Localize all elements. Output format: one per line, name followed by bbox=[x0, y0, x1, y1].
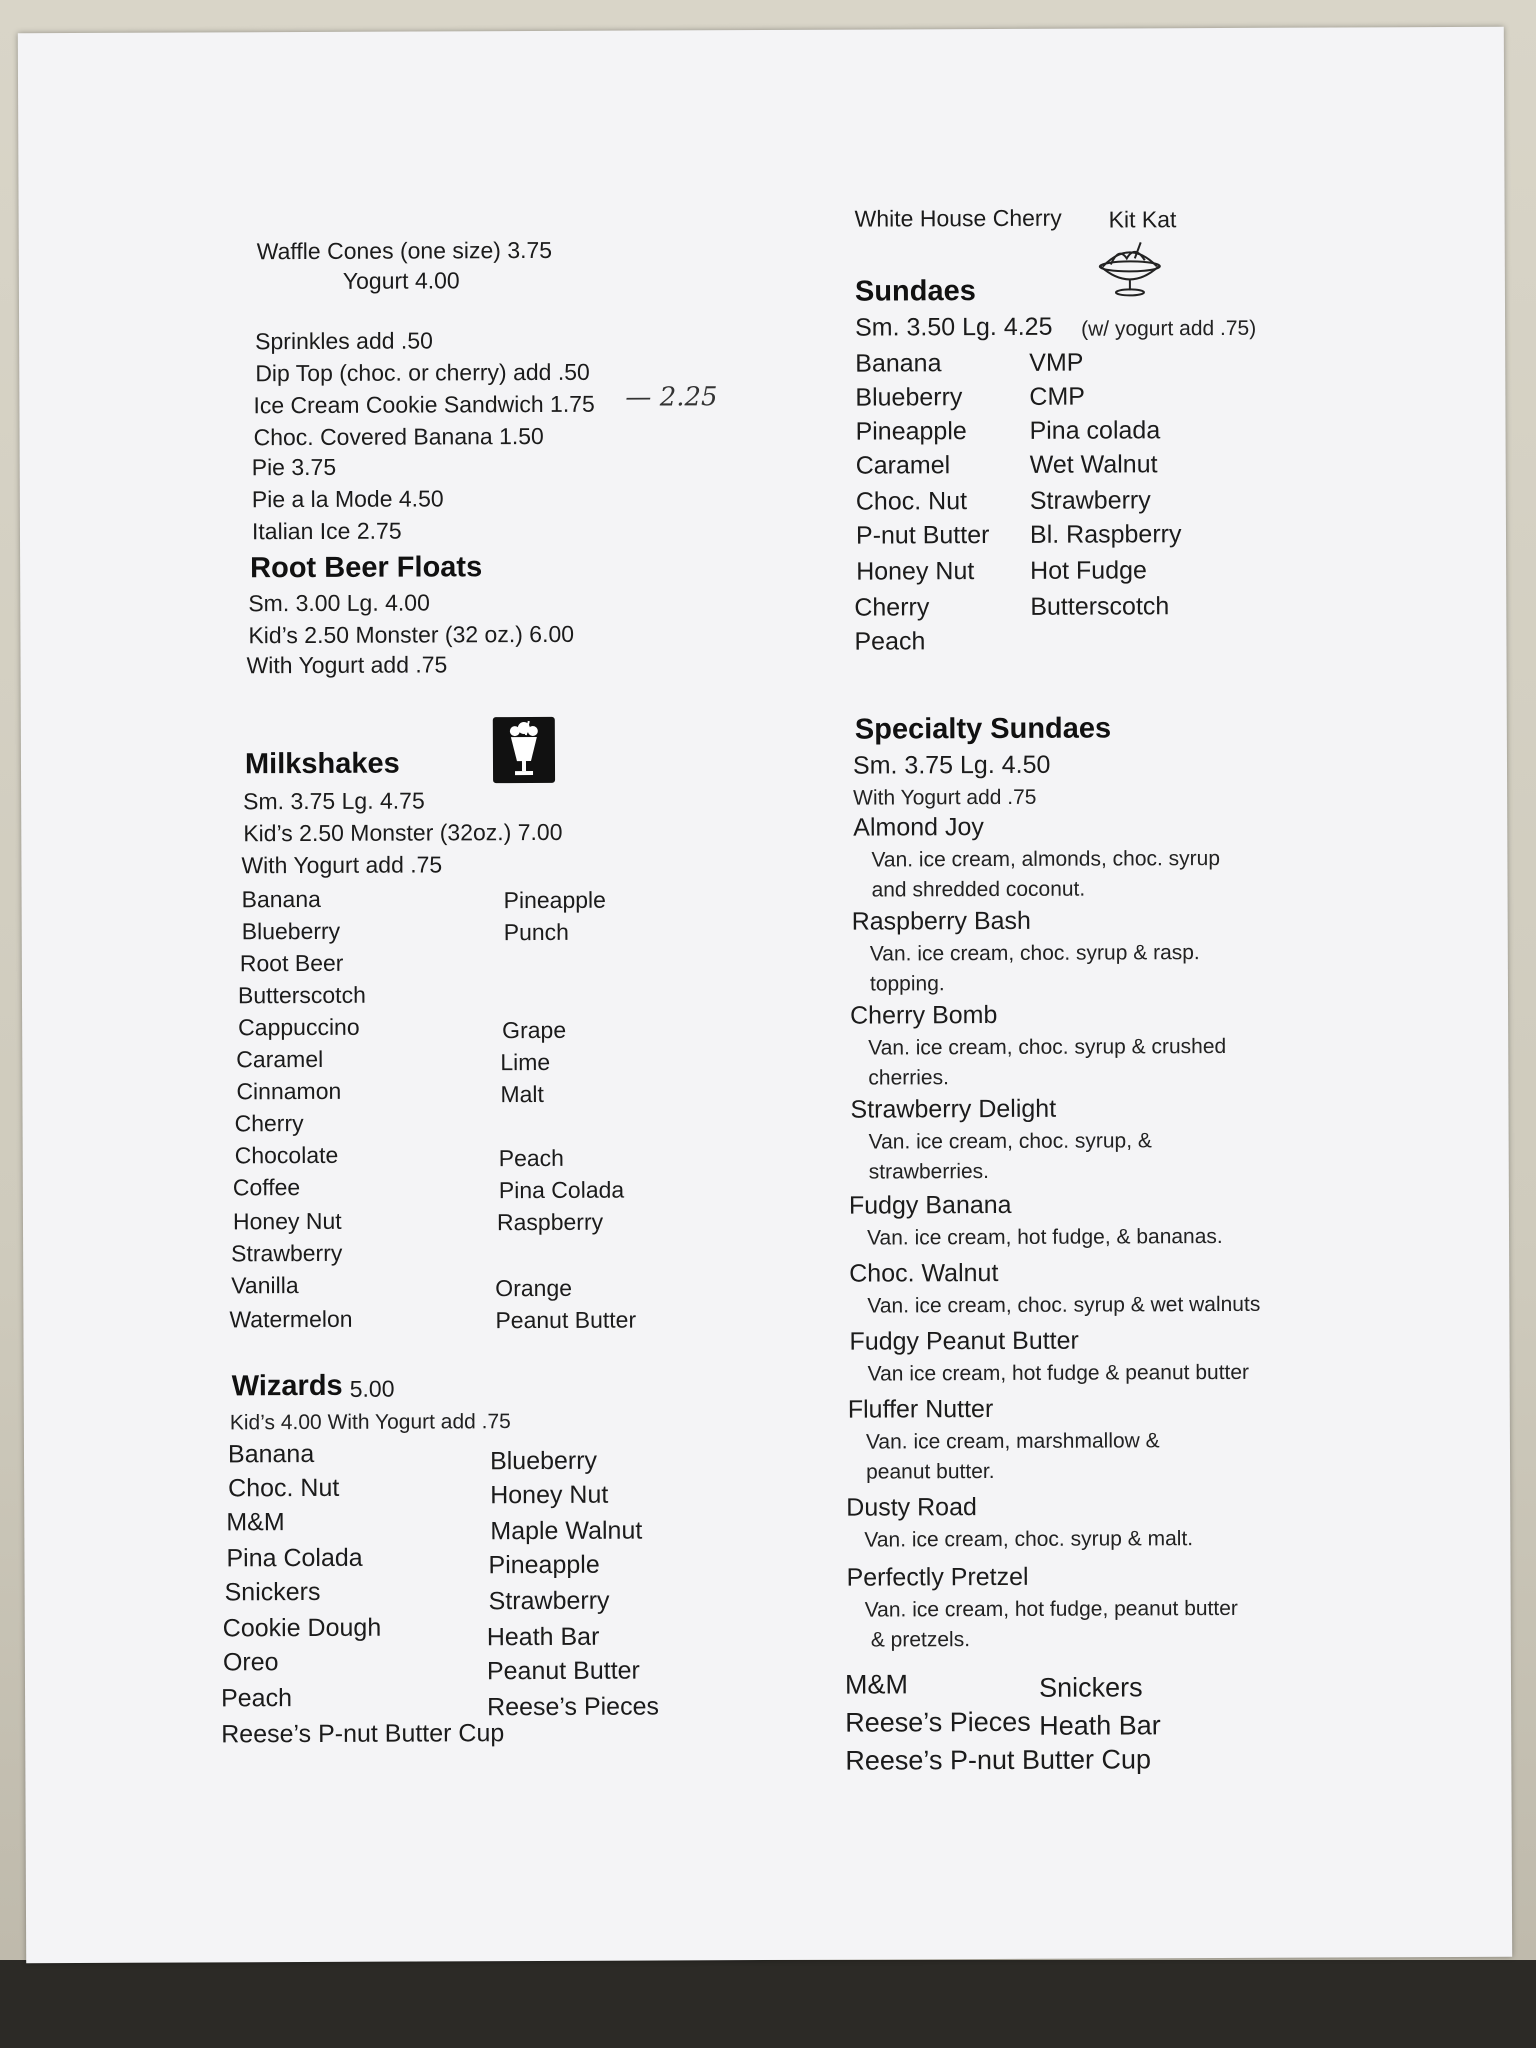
wizard-flavor: M&M bbox=[226, 1508, 285, 1537]
sundae-topping: Bl. Raspberry bbox=[1029, 520, 1182, 549]
specialty-desc: Van. ice cream, hot fudge, peanut butter bbox=[864, 1596, 1238, 1622]
milkshake-flavor: Punch bbox=[503, 918, 569, 946]
specialty-name: Almond Joy bbox=[853, 813, 984, 842]
milkshake-flavor: Root Beer bbox=[239, 949, 344, 977]
choc-banana-line: Choc. Covered Banana 1.50 bbox=[253, 422, 544, 451]
milkshake-icon bbox=[493, 717, 555, 783]
root-beer-kids: Kid’s 2.50 Monster (32 oz.) 6.00 bbox=[248, 620, 575, 649]
wizards-title: Wizards bbox=[231, 1369, 343, 1403]
italian-ice-line: Italian Ice 2.75 bbox=[251, 517, 402, 545]
menu-sheet bbox=[18, 27, 1512, 1963]
sundae-topping: Honey Nut bbox=[856, 557, 975, 586]
specialty-prices: Sm. 3.75 Lg. 4.50 bbox=[852, 750, 1051, 780]
sundae-topping: Hot Fudge bbox=[1030, 556, 1147, 585]
specialty-name: Perfectly Pretzel bbox=[846, 1562, 1029, 1592]
sundae-topping: Pineapple bbox=[855, 417, 967, 446]
sundaes-prices: Sm. 3.50 Lg. 4.25 bbox=[855, 312, 1053, 342]
sundae-topping: Strawberry bbox=[1029, 486, 1151, 515]
wizard-flavor: Peanut Butter bbox=[486, 1656, 640, 1686]
milkshake-flavor: Strawberry bbox=[231, 1239, 343, 1267]
milkshake-flavor: Honey Nut bbox=[232, 1207, 342, 1235]
specialty-desc: strawberries. bbox=[868, 1160, 990, 1184]
milkshake-flavor: Malt bbox=[500, 1080, 544, 1108]
wizard-flavor: Blueberry bbox=[489, 1446, 598, 1476]
sundae-topping: CMP bbox=[1029, 382, 1086, 411]
specialty-desc: cherries. bbox=[868, 1066, 949, 1090]
white-house-cherry: White House Cherry bbox=[854, 204, 1062, 232]
handwritten-price-note: — 2.25 bbox=[625, 382, 718, 413]
wizard-flavor: Peach bbox=[221, 1684, 293, 1713]
milkshake-flavor: Butterscotch bbox=[237, 981, 366, 1009]
wizard-flavor: Pina Colada bbox=[226, 1543, 363, 1573]
sundae-topping: Banana bbox=[855, 349, 942, 378]
sundae-topping: Peach bbox=[854, 627, 926, 656]
sundae-topping: Wet Walnut bbox=[1029, 450, 1158, 479]
sundae-topping: Cherry bbox=[854, 593, 930, 622]
specialty-desc: Van. ice cream, choc. syrup & rasp. bbox=[869, 941, 1200, 966]
specialty-desc: Van. ice cream, hot fudge, & bananas. bbox=[867, 1225, 1223, 1250]
milkshakes-title: Milkshakes bbox=[244, 747, 400, 781]
specialty-name: Fudgy Peanut Butter bbox=[849, 1326, 1079, 1356]
milkshake-flavor: Vanilla bbox=[231, 1272, 299, 1299]
milkshake-flavor: Cherry bbox=[234, 1110, 304, 1137]
sprinkles-line: Sprinkles add .50 bbox=[255, 327, 433, 355]
sundae-topping: Butterscotch bbox=[1030, 592, 1170, 621]
milkshake-flavor: Lime bbox=[500, 1048, 551, 1076]
milkshake-flavor: Banana bbox=[241, 885, 321, 913]
specialty-desc: Van. ice cream, almonds, choc. syrup bbox=[871, 847, 1221, 872]
wizard-flavor: Honey Nut bbox=[490, 1480, 609, 1510]
dip-top-line: Dip Top (choc. or cherry) add .50 bbox=[255, 358, 590, 387]
pie-line: Pie 3.75 bbox=[251, 453, 337, 481]
milkshake-flavor: Watermelon bbox=[229, 1305, 353, 1333]
specialty-desc: & pretzels. bbox=[870, 1628, 971, 1652]
specialty-desc: Van. ice cream, choc. syrup & malt. bbox=[864, 1527, 1194, 1552]
milkshake-flavor: Blueberry bbox=[241, 917, 341, 945]
specialty-desc: Van ice cream, hot fudge & peanut butter bbox=[867, 1360, 1250, 1386]
specialty-name: Strawberry Delight bbox=[850, 1094, 1057, 1124]
milkshake-flavor: Cinnamon bbox=[236, 1077, 342, 1105]
sundaes-yogurt-note: (w/ yogurt add .75) bbox=[1081, 316, 1257, 341]
sundae-topping: P-nut Butter bbox=[855, 521, 990, 550]
milkshake-flavor: Caramel bbox=[236, 1045, 324, 1073]
sundae-topping: Choc. Nut bbox=[855, 487, 968, 516]
specialty-desc: peanut butter. bbox=[866, 1460, 995, 1484]
milkshake-flavor: Peach bbox=[498, 1144, 564, 1172]
waffle-cones-line: Waffle Cones (one size) 3.75 bbox=[256, 236, 553, 265]
milkshake-flavor: Raspberry bbox=[496, 1208, 604, 1236]
root-beer-prices: Sm. 3.00 Lg. 4.00 bbox=[248, 589, 430, 617]
kit-kat: Kit Kat bbox=[1108, 206, 1177, 233]
specialty-desc: Van. ice cream, choc. syrup, & bbox=[868, 1129, 1152, 1154]
sundae-topping: Caramel bbox=[855, 451, 951, 480]
sundae-topping: Pina colada bbox=[1029, 416, 1161, 445]
sundae-topping: Blueberry bbox=[855, 383, 963, 412]
milkshake-flavor: Pina Colada bbox=[498, 1176, 625, 1204]
milkshake-flavor: Chocolate bbox=[234, 1141, 339, 1169]
specialty-name: Raspberry Bash bbox=[851, 906, 1031, 936]
wizard-flavor: Banana bbox=[227, 1439, 315, 1469]
wizard-flavor: Strawberry bbox=[488, 1586, 610, 1616]
pie-a-la-mode-line: Pie a la Mode 4.50 bbox=[251, 485, 444, 513]
specialty-extra: M&M bbox=[844, 1669, 909, 1700]
specialty-extra: Snickers bbox=[1038, 1672, 1143, 1703]
specialty-name: Dusty Road bbox=[846, 1493, 977, 1522]
specialty-name: Cherry Bomb bbox=[850, 1000, 998, 1030]
milkshakes-kids: Kid’s 2.50 Monster (32oz.) 7.00 bbox=[243, 818, 563, 847]
milkshake-flavor: Grape bbox=[502, 1016, 567, 1044]
milkshake-flavor: Orange bbox=[495, 1274, 573, 1302]
specialty-desc: Van. ice cream, choc. syrup & crushed bbox=[868, 1034, 1227, 1060]
wizard-flavor: Pineapple bbox=[488, 1550, 600, 1580]
milkshake-flavor: Coffee bbox=[232, 1174, 301, 1201]
specialty-desc: and shredded coconut. bbox=[871, 877, 1086, 902]
root-beer-yogurt: With Yogurt add .75 bbox=[246, 651, 448, 679]
specialty-extra: Heath Bar bbox=[1039, 1710, 1161, 1741]
specialty-name: Fluffer Nutter bbox=[847, 1395, 994, 1424]
wizard-flavor: Oreo bbox=[222, 1648, 279, 1677]
specialty-extra: Reese’s Pieces bbox=[845, 1706, 1031, 1738]
specialty-yogurt: With Yogurt add .75 bbox=[853, 785, 1037, 810]
milkshakes-prices: Sm. 3.75 Lg. 4.75 bbox=[243, 787, 425, 815]
sundae-topping: VMP bbox=[1029, 348, 1084, 377]
specialty-extra: Reese’s P-nut Butter Cup bbox=[845, 1744, 1152, 1776]
wizards-kids: Kid’s 4.00 With Yogurt add .75 bbox=[229, 1410, 511, 1435]
wizard-flavor: Reese’s P-nut Butter Cup bbox=[221, 1719, 505, 1749]
milkshakes-yogurt: With Yogurt add .75 bbox=[241, 851, 443, 879]
specialty-name: Fudgy Banana bbox=[848, 1190, 1012, 1220]
wizard-flavor: Choc. Nut bbox=[228, 1473, 340, 1503]
wizard-flavor: Reese’s Pieces bbox=[487, 1692, 660, 1722]
sundaes-title: Sundaes bbox=[854, 275, 976, 308]
floor-shadow bbox=[0, 1960, 1536, 2048]
root-beer-title: Root Beer Floats bbox=[250, 551, 483, 585]
wizard-flavor: Snickers bbox=[224, 1577, 321, 1607]
specialty-desc: Van. ice cream, marshmallow & bbox=[865, 1429, 1160, 1454]
milkshake-flavor: Cappuccino bbox=[238, 1013, 360, 1041]
milkshake-flavor: Pineapple bbox=[503, 886, 606, 914]
cookie-sandwich-line: Ice Cream Cookie Sandwich 1.75 bbox=[253, 390, 595, 419]
specialty-desc: topping. bbox=[869, 972, 945, 996]
wizards-price: 5.00 bbox=[349, 1375, 395, 1402]
wizard-flavor: Maple Walnut bbox=[490, 1516, 643, 1546]
specialty-name: Choc. Walnut bbox=[849, 1258, 999, 1288]
specialty-title: Specialty Sundaes bbox=[854, 712, 1112, 746]
wizard-flavor: Cookie Dough bbox=[222, 1613, 382, 1643]
sundae-icon bbox=[1089, 236, 1171, 298]
yogurt-line: Yogurt 4.00 bbox=[342, 267, 460, 294]
wizard-flavor: Heath Bar bbox=[486, 1622, 600, 1652]
specialty-desc: Van. ice cream, choc. syrup & wet walnuts bbox=[867, 1292, 1261, 1318]
milkshake-flavor: Peanut Butter bbox=[495, 1306, 637, 1334]
